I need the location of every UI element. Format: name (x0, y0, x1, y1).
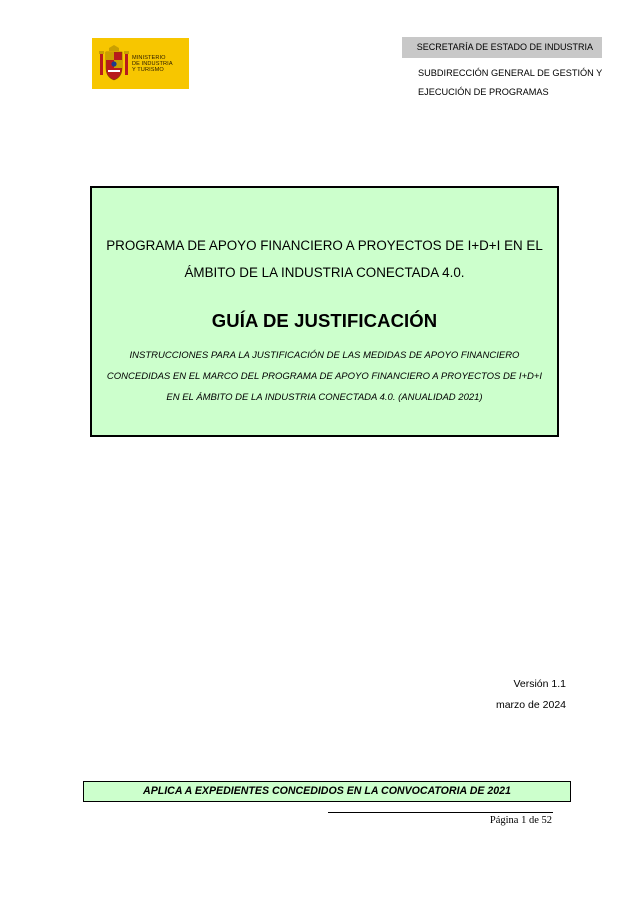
guide-title: GUÍA DE JUSTIFICACIÓN (211, 310, 438, 331)
coat-of-arms-icon (99, 44, 129, 82)
applies-note: APLICA A EXPEDIENTES CONCEDIDOS EN LA CONVOCATORIA DE 2021 (83, 781, 571, 802)
ministry-logo (92, 38, 189, 89)
page-number: Página 1 de 52 (489, 815, 552, 826)
program-title: PROGRAMA DE APOYO FINANCIERO A PROYECTOS DE I+D+I EN EL ÁMBITO DE LA INDUSTRIA CONECTADA 4.0. (106, 238, 543, 280)
version-label: Versión 1.1 (513, 678, 566, 690)
version-date: marzo de 2024 (495, 699, 566, 711)
version-info (496, 674, 566, 716)
footer-divider (328, 812, 553, 813)
title-box (90, 186, 559, 437)
subdirectorate-name: SUBDIRECCIÓN GENERAL DE GESTIÓN Y EJECUCIÓN DE PROGRAMAS (418, 68, 603, 97)
secretariat-bar: SECRETARÍA DE ESTADO DE INDUSTRIA (402, 37, 602, 58)
instructions-text: INSTRUCCIONES PARA LA JUSTIFICACIÓN DE LAS MEDIDAS DE APOYO FINANCIERO CONCEDIDAS EN EL MARCO DEL PROGRAMA DE APOYO FINANCIERO A PROYECTOS DE I+D+I EN EL ÁMBITO DE LA INDUSTRIA CONECTADA 4.0. (ANUALIDAD 2021) (106, 350, 543, 403)
ministry-name: MINISTERIO DE INDUSTRIA Y TURISMO (132, 55, 173, 74)
